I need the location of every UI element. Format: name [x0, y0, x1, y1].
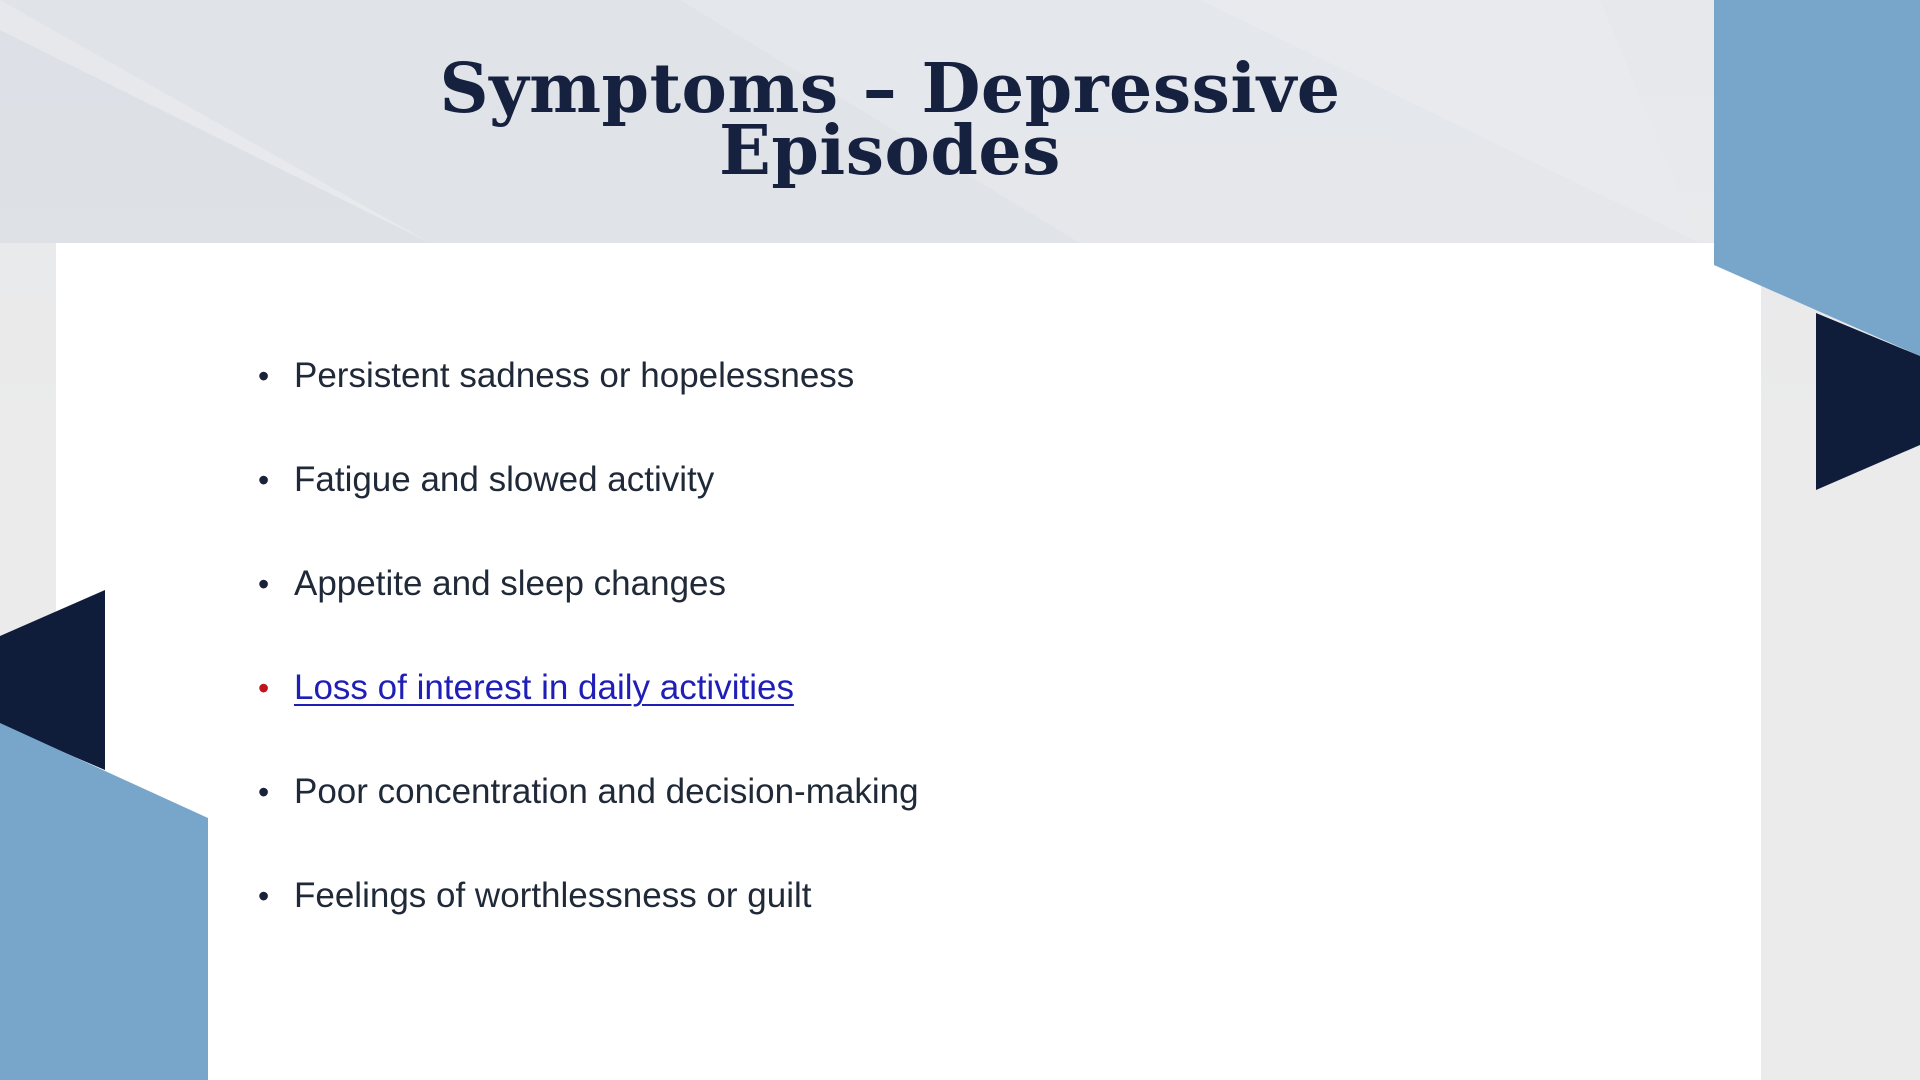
list-item — [258, 762, 919, 866]
bullet-icon: • — [258, 774, 270, 810]
bullet-icon: • — [258, 566, 270, 602]
bullet-icon: • — [258, 878, 270, 914]
bullet-text: Persistent sadness or hopelessness — [294, 356, 855, 395]
list-item — [258, 346, 919, 450]
bullet-icon: • — [258, 462, 270, 498]
bullet-list — [258, 346, 919, 970]
slide-title: Symptoms – Depressive Episodes — [439, 49, 1341, 191]
list-item — [258, 450, 919, 554]
bullet-icon: • — [258, 670, 270, 706]
bullet-link[interactable]: Loss of interest in daily activities — [294, 668, 794, 707]
list-item — [258, 554, 919, 658]
bullet-text: Poor concentration and decision-making — [294, 772, 919, 811]
list-item — [258, 658, 919, 762]
bullet-text: Appetite and sleep changes — [294, 564, 726, 603]
bullet-icon: • — [258, 358, 270, 394]
list-item — [258, 866, 919, 970]
bullet-text: Feelings of worthlessness or guilt — [294, 876, 812, 915]
bullet-text: Fatigue and slowed activity — [294, 460, 715, 499]
